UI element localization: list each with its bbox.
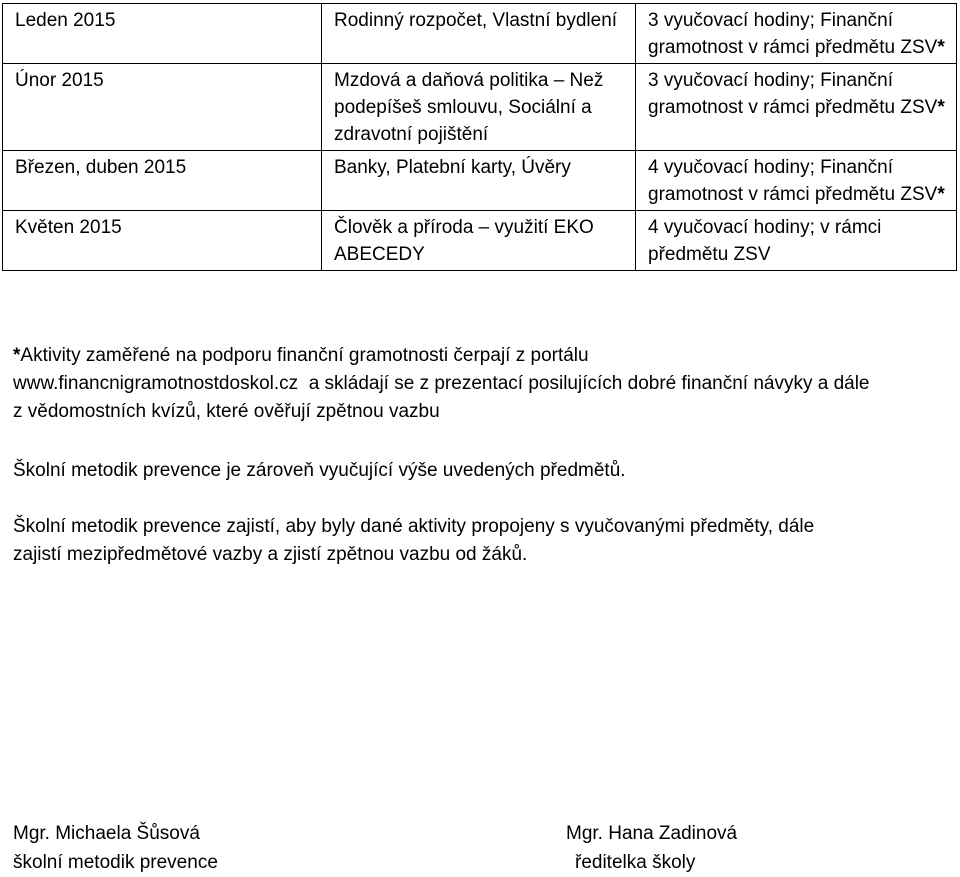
topic-cell: Rodinný rozpočet, Vlastní bydlení: [322, 4, 636, 64]
hours-text: 4 vyučovací hodiny; Finanční gramotnost v rámci předmětu ZSV: [648, 157, 938, 205]
signature-left-name: Mgr. Michaela Šůsová: [13, 823, 200, 844]
paragraph-line-1: Školní metodik prevence zajistí, aby byly dané aktivity propojeny s vyučovanými předměty, dále: [13, 516, 815, 537]
signature-right-role: ředitelka školy: [575, 852, 696, 873]
signature-right-name: Mgr. Hana Zadinová: [566, 823, 738, 844]
topic-cell: Mzdová a daňová politika – Než podepíšeš smlouvu, Sociální a zdravotní pojištění: [322, 64, 636, 151]
activity-schedule-table: [2, 3, 957, 271]
paragraph-line-2: zajistí mezipředmětové vazby a zjistí zpětnou vazbu od žáků.: [13, 544, 528, 565]
signature-left: [13, 819, 218, 877]
period-cell: Únor 2015: [3, 64, 322, 151]
hours-cell: [636, 4, 957, 64]
period-cell: Leden 2015: [3, 4, 322, 64]
hours-cell: [636, 64, 957, 151]
paragraph-metodik-duties: [13, 513, 814, 569]
asterisk-mark: *: [937, 97, 945, 118]
asterisk-mark: *: [937, 184, 945, 205]
table-row: [3, 151, 957, 211]
paragraph-metodik-teacher: Školní metodik prevence je zároveň vyučující výše uvedených předmětů.: [13, 460, 626, 481]
footnote-line-2: www.financnigramotnostdoskol.cz a skládají se z prezentací posilujících dobré finanční návyky a dále: [13, 373, 870, 394]
signature-left-role: školní metodik prevence: [13, 852, 218, 873]
footnote-line-3: z vědomostních kvízů, které ověřují zpětnou vazbu: [13, 401, 440, 422]
hours-cell: [636, 151, 957, 211]
table-row: [3, 64, 957, 151]
topic-cell: Člověk a příroda – využití EKO ABECEDY: [322, 211, 636, 271]
hours-text: 4 vyučovací hodiny; v rámci předmětu ZSV: [648, 217, 882, 265]
footnote-line-1: [13, 342, 870, 370]
table-row: [3, 4, 957, 64]
topic-cell: Banky, Platební karty, Úvěry: [322, 151, 636, 211]
footnote: [13, 342, 870, 426]
footnote-asterisk: *: [13, 345, 21, 366]
asterisk-mark: *: [937, 37, 945, 58]
hours-text: 3 vyučovací hodiny; Finanční gramotnost v rámci předmětu ZSV: [648, 70, 938, 118]
period-cell: Březen, duben 2015: [3, 151, 322, 211]
footnote-text: Aktivity zaměřené na podporu finanční gramotnosti čerpají z portálu: [20, 345, 589, 366]
hours-text: 3 vyučovací hodiny; Finanční gramotnost v rámci předmětu ZSV: [648, 10, 938, 58]
period-cell: Květen 2015: [3, 211, 322, 271]
signature-right: [566, 819, 737, 877]
hours-cell: [636, 211, 957, 271]
table-row: [3, 211, 957, 271]
